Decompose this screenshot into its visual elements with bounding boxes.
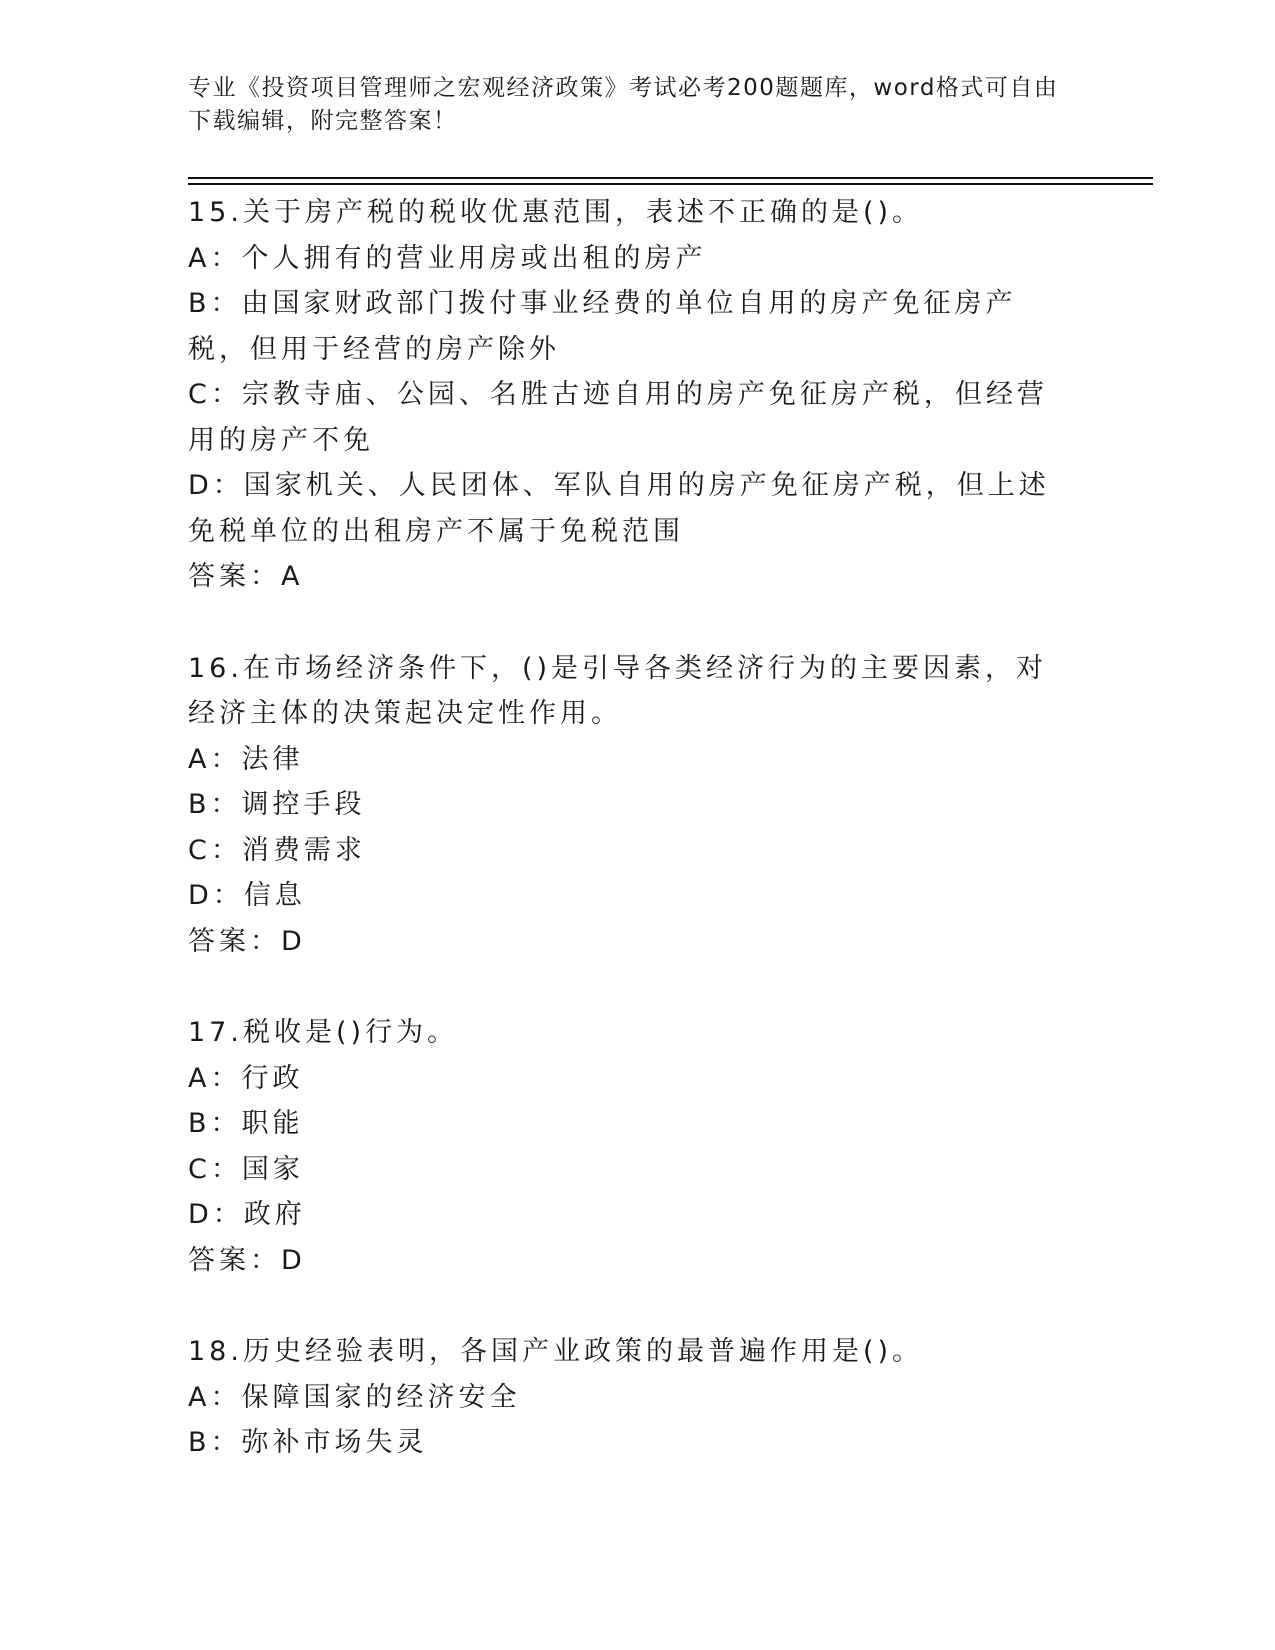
option-d: D：国家机关、人民团体、军队自用的房产免征房产税，但上述免税单位的出租房产不属于免税范围 [188,470,1050,547]
answer: 答案：D [188,925,306,957]
answer: 答案：D [188,1244,306,1276]
question-17 [188,1010,1068,1283]
option-b: B：弥补市场失灵 [188,1427,428,1458]
option-b: B：调控手段 [188,789,366,820]
option-b: B：职能 [188,1108,304,1139]
option-c: C：消费需求 [188,834,366,866]
option-a: A：行政 [188,1062,304,1094]
question-stem: 17.税收是()行为。 [188,1017,459,1048]
answer: 答案：A [188,561,304,592]
option-a: A：个人拥有的营业用房或出租的房产 [188,242,707,274]
question-16 [188,646,1068,965]
option-c: C：国家 [188,1153,304,1185]
question-list [188,190,1068,1466]
option-a: A：法律 [188,743,304,775]
header-divider-bottom [188,183,1153,185]
question-stem: 15.关于房产税的税收优惠范围，表述不正确的是()。 [188,197,924,228]
question-18 [188,1329,1068,1466]
option-a: A：保障国家的经济安全 [188,1381,521,1413]
option-d: D：政府 [188,1199,306,1230]
option-d: D：信息 [188,880,306,911]
header-text: 专业《投资项目管理师之宏观经济政策》考试必考200题题库，word格式可自由下载编辑，附完整答案！ [188,75,1059,134]
header-divider-top [188,177,1153,179]
question-15 [188,190,1068,600]
option-c: C：宗教寺庙、公园、名胜古迹自用的房产免征房产税，但经营用的房产不免 [188,379,1048,456]
question-stem: 16.在市场经济条件下，()是引导各类经济行为的主要因素，对经济主体的决策起决定性作用。 [188,652,1048,729]
option-b: B：由国家财政部门拨付事业经费的单位自用的房产免征房产税，但用于经营的房产除外 [188,288,1017,365]
document-header [188,72,1068,138]
question-stem: 18.历史经验表明，各国产业政策的最普遍作用是()。 [188,1336,924,1367]
